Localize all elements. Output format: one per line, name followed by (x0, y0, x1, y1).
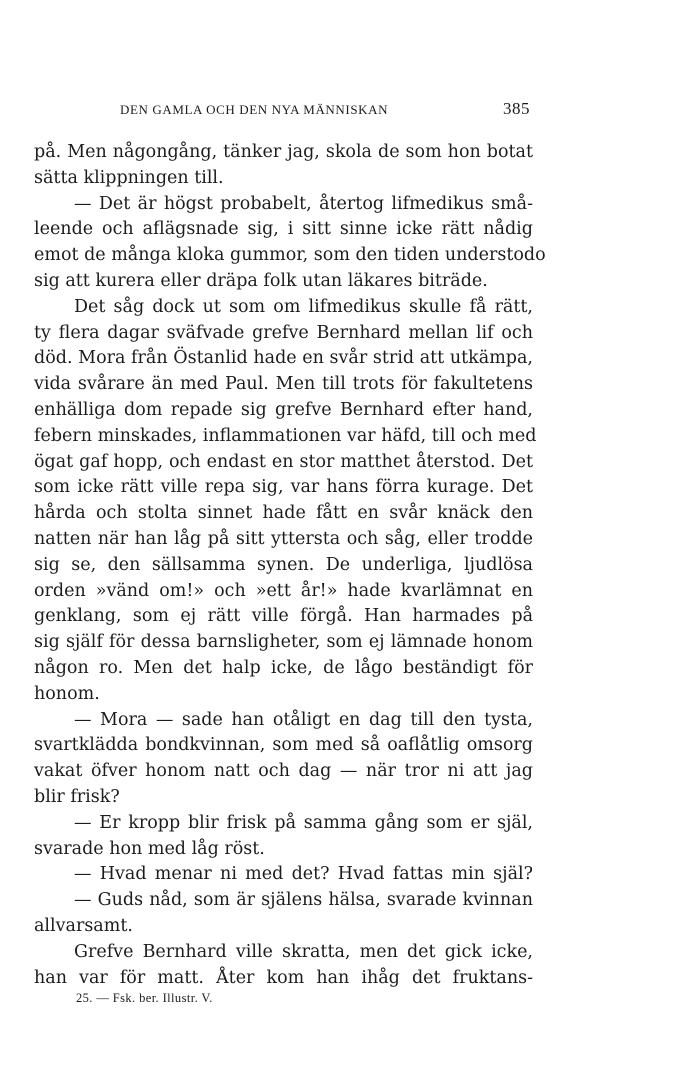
text-line: som icke rätt ville repa sig, var hans förra kurage. Det (34, 477, 533, 498)
text-line: vakat öfver honom natt och dag — när tror ni att jag (34, 761, 533, 782)
text-line: Det såg dock ut som om lifmedikus skulle få rätt, (74, 296, 533, 317)
text-line: han var för matt. Åter kom han ihåg det fruktans- (34, 967, 533, 988)
text-line: sig se, den sällsamma synen. De underliga, ljudlösa (34, 554, 533, 575)
text-line: svarade hon med låg röst. (34, 838, 265, 859)
running-title: DEN GAMLA OCH DEN NYA MÄNNISKAN (120, 102, 389, 117)
text-line: sig själf för dessa barnsligheter, som ej lämnade honom (34, 632, 533, 653)
text-body (34, 140, 546, 991)
text-line: någon ro. Men det halp icke, de lågo beständigt för (34, 657, 533, 678)
text-line: enhälliga dom repade sig grefve Bernhard efter hand, (34, 399, 533, 420)
text-line: död. Mora från Östanlid hade en svår strid att utkämpa, (34, 348, 533, 369)
page-number: 385 (503, 99, 530, 118)
text-line: — Hvad menar ni med det? Hvad fattas min själ? (74, 864, 533, 885)
text-line: genklang, som ej rätt ville förgå. Han harmades på (34, 606, 533, 627)
text-line: — Guds nåd, som är själens hälsa, svarade kvinnan (74, 890, 533, 911)
text-line: — Det är högst probabelt, återtog lifmedikus små- (74, 193, 533, 214)
text-line: på. Men någongång, tänker jag, skola de som hon botat (34, 142, 533, 162)
printer-signature: 25. — Fsk. ber. Illustr. V. (76, 991, 213, 1005)
text-line: blir frisk? (34, 786, 120, 807)
text-line: emot de många kloka gummor, som den tiden understodo (34, 245, 546, 266)
text-line: natten när han låg på sitt yttersta och såg, eller trodde (34, 528, 533, 549)
text-line: febern minskades, inflammationen var häfd, till och med (34, 425, 537, 446)
text-line: orden »vänd om!» och »ett år!» hade kvarlämnat en (34, 580, 533, 601)
text-line: sig att kurera eller dräpa folk utan läkares biträde. (34, 270, 488, 291)
text-line: leende och aflägsnade sig, i sitt sinne icke rätt nådig (34, 219, 533, 240)
text-line: allvarsamt. (34, 915, 133, 936)
text-line: vida svårare än med Paul. Men till trots för fakultetens (34, 374, 533, 395)
text-line: Grefve Bernhard ville skratta, men det gick icke, (74, 941, 533, 962)
text-line: svartklädda bondkvinnan, som med så oaflåtlig omsorg (34, 735, 533, 756)
text-line: honom. (34, 683, 100, 704)
text-line: — Er kropp blir frisk på samma gång som er själ, (74, 812, 533, 833)
text-line: sätta klippningen till. (34, 167, 224, 188)
text-line: — Mora — sade han otåligt en dag till den tysta, (74, 709, 533, 730)
text-line: hårda och stolta sinnet hade fått en svår knäck den (34, 503, 533, 524)
text-line: ty flera dagar sväfvade grefve Bernhard mellan lif och (34, 322, 533, 343)
text-line: ögat gaf hopp, och endast en stor matthet återstod. Det (34, 451, 533, 472)
